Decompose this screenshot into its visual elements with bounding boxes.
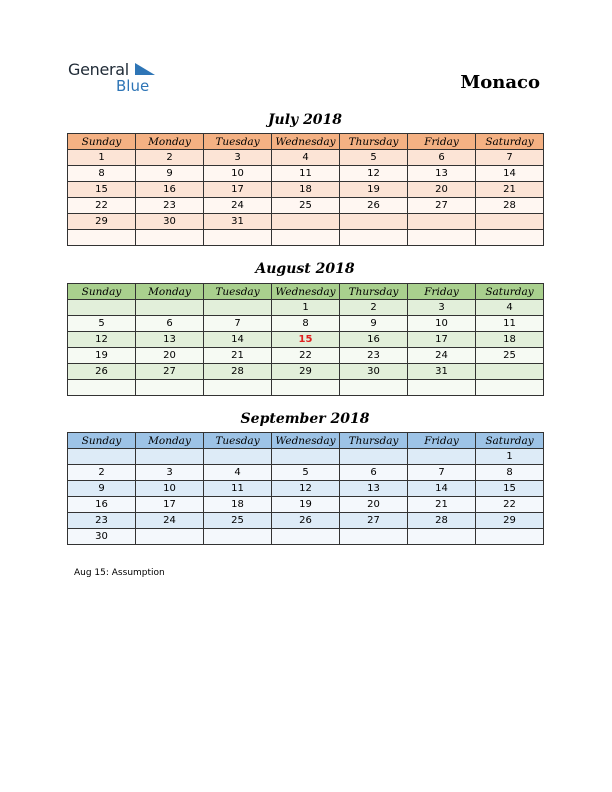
day-cell: 22 [272, 348, 340, 364]
day-cell [204, 529, 272, 545]
day-cell [204, 300, 272, 316]
day-cell [68, 230, 136, 246]
day-cell: 19 [68, 348, 136, 364]
day-cell: 15 [476, 481, 544, 497]
day-cell: 5 [272, 465, 340, 481]
weekday-header: Friday [408, 134, 476, 150]
week-row [68, 182, 544, 198]
day-cell [136, 230, 204, 246]
day-cell: 10 [136, 481, 204, 497]
day-cell: 26 [68, 364, 136, 380]
day-cell: 14 [204, 332, 272, 348]
day-cell: 17 [204, 182, 272, 198]
day-cell: 20 [408, 182, 476, 198]
weekday-header: Friday [408, 433, 476, 449]
day-cell: 6 [340, 465, 408, 481]
day-cell: 30 [340, 364, 408, 380]
day-cell: 13 [136, 332, 204, 348]
calendar-body-july [68, 150, 544, 246]
day-cell [408, 449, 476, 465]
holiday-day-cell: 15 [272, 332, 340, 348]
day-cell [340, 230, 408, 246]
day-cell: 24 [204, 198, 272, 214]
country-title: Monaco [460, 72, 540, 93]
day-cell: 30 [136, 214, 204, 230]
day-cell: 9 [340, 316, 408, 332]
day-cell: 22 [476, 497, 544, 513]
day-cell [408, 380, 476, 396]
day-cell: 25 [204, 513, 272, 529]
day-cell [204, 230, 272, 246]
day-cell: 17 [408, 332, 476, 348]
day-cell [476, 380, 544, 396]
day-cell [136, 380, 204, 396]
day-cell: 5 [68, 316, 136, 332]
weekday-header: Tuesday [204, 134, 272, 150]
day-cell [272, 529, 340, 545]
calendar-august [67, 283, 544, 396]
day-cell: 16 [340, 332, 408, 348]
day-cell: 18 [272, 182, 340, 198]
weekday-header-row [68, 134, 544, 150]
day-cell: 3 [408, 300, 476, 316]
day-cell [340, 214, 408, 230]
general-blue-logo [68, 60, 168, 96]
day-cell: 5 [340, 150, 408, 166]
day-cell [204, 449, 272, 465]
day-cell: 26 [272, 513, 340, 529]
month-title-august: August 2018 [255, 261, 355, 277]
day-cell: 14 [476, 166, 544, 182]
day-cell: 25 [272, 198, 340, 214]
day-cell: 30 [68, 529, 136, 545]
weekday-header: Saturday [476, 284, 544, 300]
day-cell [204, 380, 272, 396]
day-cell: 29 [272, 364, 340, 380]
day-cell: 26 [340, 198, 408, 214]
day-cell: 17 [136, 497, 204, 513]
day-cell: 7 [204, 316, 272, 332]
day-cell: 4 [476, 300, 544, 316]
day-cell: 28 [408, 513, 476, 529]
day-cell: 13 [340, 481, 408, 497]
week-row [68, 465, 544, 481]
day-cell [340, 449, 408, 465]
day-cell [68, 300, 136, 316]
week-row [68, 214, 544, 230]
day-cell: 16 [68, 497, 136, 513]
day-cell: 2 [136, 150, 204, 166]
logo-blue-text: Blue [116, 77, 150, 95]
day-cell: 12 [340, 166, 408, 182]
day-cell: 22 [68, 198, 136, 214]
day-cell [408, 529, 476, 545]
day-cell [340, 380, 408, 396]
day-cell [272, 449, 340, 465]
weekday-header: Monday [136, 433, 204, 449]
day-cell: 31 [204, 214, 272, 230]
day-cell: 28 [204, 364, 272, 380]
weekday-header: Sunday [68, 134, 136, 150]
day-cell [68, 380, 136, 396]
day-cell: 13 [408, 166, 476, 182]
weekday-header: Sunday [68, 284, 136, 300]
week-row [68, 481, 544, 497]
day-cell: 24 [408, 348, 476, 364]
day-cell: 20 [136, 348, 204, 364]
weekday-header: Thursday [340, 134, 408, 150]
week-row [68, 316, 544, 332]
day-cell: 3 [136, 465, 204, 481]
weekday-header: Wednesday [272, 284, 340, 300]
weekday-header-row [68, 433, 544, 449]
week-row [68, 230, 544, 246]
day-cell: 15 [68, 182, 136, 198]
day-cell: 21 [204, 348, 272, 364]
week-row [68, 497, 544, 513]
day-cell: 19 [340, 182, 408, 198]
day-cell: 25 [476, 348, 544, 364]
day-cell [476, 214, 544, 230]
day-cell [136, 449, 204, 465]
day-cell: 1 [476, 449, 544, 465]
day-cell [272, 230, 340, 246]
weekday-header: Monday [136, 284, 204, 300]
day-cell [340, 529, 408, 545]
month-title-september: September 2018 [240, 411, 370, 427]
day-cell: 27 [340, 513, 408, 529]
day-cell: 18 [476, 332, 544, 348]
logo-general-text: General [68, 60, 129, 79]
day-cell [272, 380, 340, 396]
day-cell: 27 [136, 364, 204, 380]
day-cell: 21 [476, 182, 544, 198]
day-cell [408, 230, 476, 246]
logo-flag-icon [133, 63, 155, 77]
week-row [68, 300, 544, 316]
weekday-header: Saturday [476, 134, 544, 150]
weekday-header: Wednesday [272, 134, 340, 150]
day-cell: 19 [272, 497, 340, 513]
day-cell [272, 214, 340, 230]
day-cell: 1 [272, 300, 340, 316]
day-cell [476, 529, 544, 545]
day-cell [476, 364, 544, 380]
day-cell: 29 [476, 513, 544, 529]
week-row [68, 332, 544, 348]
weekday-header: Sunday [68, 433, 136, 449]
day-cell: 2 [340, 300, 408, 316]
day-cell: 9 [136, 166, 204, 182]
day-cell: 4 [204, 465, 272, 481]
week-row [68, 529, 544, 545]
calendar-july [67, 133, 544, 246]
weekday-header: Tuesday [204, 433, 272, 449]
day-cell: 2 [68, 465, 136, 481]
week-row [68, 449, 544, 465]
day-cell: 18 [204, 497, 272, 513]
day-cell: 20 [340, 497, 408, 513]
day-cell: 6 [136, 316, 204, 332]
day-cell: 1 [68, 150, 136, 166]
day-cell: 11 [476, 316, 544, 332]
day-cell: 8 [476, 465, 544, 481]
day-cell: 24 [136, 513, 204, 529]
day-cell: 23 [68, 513, 136, 529]
day-cell: 23 [340, 348, 408, 364]
weekday-header: Thursday [340, 284, 408, 300]
day-cell: 11 [204, 481, 272, 497]
week-row [68, 348, 544, 364]
day-cell: 9 [68, 481, 136, 497]
week-row [68, 150, 544, 166]
day-cell: 23 [136, 198, 204, 214]
day-cell [136, 300, 204, 316]
month-title-july: July 2018 [267, 112, 343, 128]
weekday-header-row [68, 284, 544, 300]
week-row [68, 364, 544, 380]
day-cell: 8 [68, 166, 136, 182]
day-cell: 6 [408, 150, 476, 166]
day-cell [68, 449, 136, 465]
week-row [68, 166, 544, 182]
day-cell [136, 529, 204, 545]
day-cell: 7 [476, 150, 544, 166]
day-cell: 31 [408, 364, 476, 380]
weekday-header: Wednesday [272, 433, 340, 449]
week-row [68, 380, 544, 396]
day-cell: 12 [272, 481, 340, 497]
day-cell: 27 [408, 198, 476, 214]
calendar-body-september [68, 449, 544, 545]
day-cell: 10 [408, 316, 476, 332]
day-cell: 28 [476, 198, 544, 214]
day-cell [408, 214, 476, 230]
day-cell: 10 [204, 166, 272, 182]
week-row [68, 198, 544, 214]
calendar-september [67, 432, 544, 545]
day-cell [476, 230, 544, 246]
day-cell: 21 [408, 497, 476, 513]
day-cell: 3 [204, 150, 272, 166]
weekday-header: Saturday [476, 433, 544, 449]
weekday-header: Friday [408, 284, 476, 300]
holiday-note: Aug 15: Assumption [74, 568, 165, 578]
day-cell: 8 [272, 316, 340, 332]
day-cell: 14 [408, 481, 476, 497]
day-cell: 29 [68, 214, 136, 230]
day-cell: 16 [136, 182, 204, 198]
day-cell: 12 [68, 332, 136, 348]
week-row [68, 513, 544, 529]
day-cell: 11 [272, 166, 340, 182]
weekday-header: Thursday [340, 433, 408, 449]
calendar-body-august [68, 300, 544, 396]
day-cell: 4 [272, 150, 340, 166]
weekday-header: Tuesday [204, 284, 272, 300]
weekday-header: Monday [136, 134, 204, 150]
day-cell: 7 [408, 465, 476, 481]
